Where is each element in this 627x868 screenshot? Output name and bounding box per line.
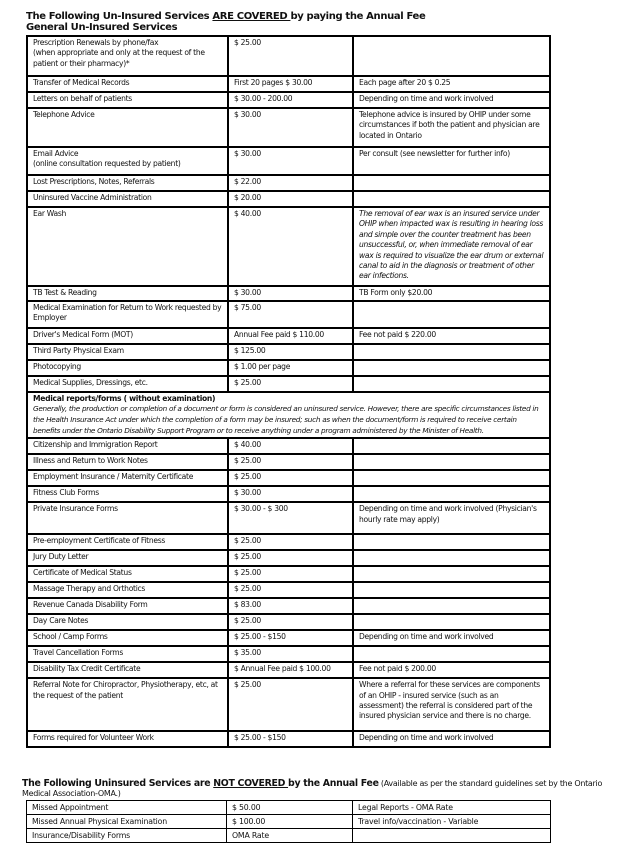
not-covered-heading-prefix: The Following Uninsured Services are bbox=[22, 778, 214, 789]
service-name-line: Referral Note for Chiropractor, Physiotherapy, etc, at the request of the patient bbox=[33, 680, 218, 700]
fee-amount-cell: $ 25.00 bbox=[228, 550, 353, 566]
fee-note-cell: TB Form only $20.00 bbox=[353, 286, 550, 301]
not-covered-heading bbox=[22, 779, 622, 799]
service-name-line: Certificate of Medical Status bbox=[33, 568, 132, 578]
service-name-cell bbox=[27, 598, 228, 614]
fee-note-cell bbox=[353, 360, 550, 376]
fee-note-cell bbox=[353, 376, 550, 392]
service-name-cell bbox=[27, 470, 228, 486]
service-name-cell bbox=[27, 360, 228, 376]
fee-row bbox=[27, 301, 550, 328]
not-covered-body bbox=[27, 801, 551, 843]
fee-row bbox=[27, 678, 550, 731]
fee-row bbox=[27, 815, 551, 829]
service-name-line: Private Insurance Forms bbox=[33, 504, 118, 514]
fee-amount-cell: $ 25.00 bbox=[228, 678, 353, 731]
fee-row bbox=[27, 731, 550, 747]
service-name-cell bbox=[27, 36, 228, 76]
service-name-cell bbox=[27, 108, 228, 147]
fee-amount-cell: $ 75.00 bbox=[228, 301, 353, 328]
fee-note-cell: Depending on time and work involved bbox=[353, 92, 550, 108]
service-name-line: Massage Therapy and Orthotics bbox=[33, 584, 146, 594]
service-name-line: Disability Tax Credit Certificate bbox=[33, 664, 141, 674]
forms-services-body bbox=[27, 438, 550, 747]
fee-note-cell bbox=[353, 301, 550, 328]
fee-row bbox=[27, 662, 550, 678]
service-name-cell: Insurance/Disability Forms bbox=[27, 829, 227, 843]
service-name-line: Lost Prescriptions, Notes, Referrals bbox=[33, 177, 155, 186]
service-name-line: Medical Examination for Return to Work requested by Employer bbox=[33, 303, 222, 323]
fee-note-cell bbox=[353, 191, 550, 207]
fee-row bbox=[27, 550, 550, 566]
fee-row bbox=[27, 147, 550, 175]
fee-row bbox=[27, 829, 551, 843]
service-name-cell bbox=[27, 566, 228, 582]
fee-note-cell: Depending on time and work involved bbox=[353, 630, 550, 646]
not-covered-services-table bbox=[26, 800, 551, 843]
fee-row bbox=[27, 801, 551, 815]
forms-section-description: Generally, the production or completion of a document or form is considered an uninsured service. However, there are specific circumstances listed in the Health Insurance Act under which the completion of a form may be insured; such as when the document/form is required to receive certain benefits under the Ontario Disability Support Program or to receive anything under a program administered by the Minister of Health. bbox=[33, 404, 539, 435]
fee-note-cell bbox=[353, 470, 550, 486]
fee-row bbox=[27, 344, 550, 360]
fee-row bbox=[27, 486, 550, 502]
service-name-line: Forms required for Volunteer Work bbox=[33, 733, 154, 743]
fee-note-cell: Depending on time and work involved bbox=[353, 731, 550, 747]
fee-amount-cell: $ 30.00 - $ 300 bbox=[228, 502, 353, 534]
fee-amount-cell: $ 30.00 bbox=[228, 147, 353, 175]
service-name-cell: Missed Annual Physical Examination bbox=[27, 815, 227, 829]
service-name-line: Ear Wash bbox=[33, 209, 67, 218]
service-name-line: Pre-employment Certificate of Fitness bbox=[33, 536, 166, 546]
service-name-line: TB Test & Reading bbox=[33, 288, 97, 297]
fee-note-cell: Where a referral for these services are components of an OHIP - insured service (such as an assessment) the referral is considered part of the insured physician service and there is no charge. bbox=[353, 678, 550, 731]
service-name-cell bbox=[27, 662, 228, 678]
fee-row bbox=[27, 376, 550, 392]
fee-row bbox=[27, 328, 550, 344]
not-covered-heading-emphasis: NOT COVERED bbox=[213, 778, 289, 789]
fee-amount-cell: $ 30.00 bbox=[228, 486, 353, 502]
fee-row bbox=[27, 360, 550, 376]
fee-note-cell bbox=[353, 344, 550, 360]
fee-note-cell bbox=[353, 534, 550, 550]
service-name-line: Travel Cancellation Forms bbox=[33, 648, 124, 658]
service-name-line: Transfer of Medical Records bbox=[33, 78, 130, 87]
fee-row bbox=[27, 76, 550, 92]
service-name-line: Employment Insurance / Maternity Certificate bbox=[33, 472, 194, 482]
fee-note-cell: Telephone advice is insured by OHIP under some circumstances if both the patient and physician are located in Ontario bbox=[353, 108, 550, 147]
service-name-line: Telephone Advice bbox=[33, 110, 95, 119]
fee-note-cell bbox=[353, 646, 550, 662]
fee-amount-cell: $ 25.00 - $150 bbox=[228, 731, 353, 747]
fee-amount-cell: $ 25.00 bbox=[228, 566, 353, 582]
fee-note-cell bbox=[353, 566, 550, 582]
fee-amount-cell: $ 25.00 bbox=[228, 376, 353, 392]
forms-section-row bbox=[27, 392, 550, 438]
fee-amount-cell: $ 25.00 bbox=[228, 534, 353, 550]
fee-row bbox=[27, 207, 550, 286]
fee-amount-cell: $ 35.00 bbox=[228, 646, 353, 662]
service-name-cell bbox=[27, 731, 228, 747]
fee-note-cell bbox=[353, 36, 550, 76]
service-name-cell bbox=[27, 175, 228, 191]
fee-row bbox=[27, 646, 550, 662]
fee-note-cell: Depending on time and work involved (Physician's hourly rate may apply) bbox=[353, 502, 550, 534]
fee-amount-cell: OMA Rate bbox=[227, 829, 353, 843]
covered-heading bbox=[26, 11, 425, 22]
fee-note-cell bbox=[353, 454, 550, 470]
fee-note-cell bbox=[353, 582, 550, 598]
fee-amount-cell: $ 1.00 per page bbox=[228, 360, 353, 376]
general-services-body bbox=[27, 36, 550, 392]
service-name-cell bbox=[27, 630, 228, 646]
covered-heading-emphasis: ARE COVERED bbox=[212, 11, 291, 22]
service-name-cell bbox=[27, 534, 228, 550]
fee-amount-cell: $ Annual Fee paid $ 100.00 bbox=[228, 662, 353, 678]
fee-amount-cell: $ 125.00 bbox=[228, 344, 353, 360]
service-name-cell bbox=[27, 376, 228, 392]
fee-amount-cell: Annual Fee paid $ 110.00 bbox=[228, 328, 353, 344]
fee-row bbox=[27, 614, 550, 630]
service-name-cell bbox=[27, 147, 228, 175]
service-name-line: Driver's Medical Form (MOT) bbox=[33, 330, 133, 339]
general-services-subheading: General Un-Insured Services bbox=[26, 22, 178, 33]
fee-amount-cell: $ 22.00 bbox=[228, 175, 353, 191]
service-name-line: Medical Supplies, Dressings, etc. bbox=[33, 378, 148, 387]
service-name-cell bbox=[27, 582, 228, 598]
covered-heading-suffix: by paying the Annual Fee bbox=[290, 11, 426, 22]
service-name-cell bbox=[27, 328, 228, 344]
fee-note-cell: Per consult (see newsletter for further info) bbox=[353, 147, 550, 175]
fee-note-cell bbox=[353, 175, 550, 191]
service-name-cell bbox=[27, 286, 228, 301]
service-name-cell bbox=[27, 301, 228, 328]
fee-note-cell: Fee not paid $ 200.00 bbox=[353, 662, 550, 678]
covered-heading-prefix: The Following Un-Insured Services bbox=[26, 11, 213, 22]
fee-note-cell: Fee not paid $ 220.00 bbox=[353, 328, 550, 344]
fee-note-cell: Each page after 20 $ 0.25 bbox=[353, 76, 550, 92]
service-name-cell bbox=[27, 486, 228, 502]
service-name-cell bbox=[27, 76, 228, 92]
not-covered-heading-note: (Available as per the standard guidelines set by the Ontario Medical Association-OMA.) bbox=[22, 779, 603, 798]
service-name-line: Illness and Return to Work Notes bbox=[33, 456, 148, 466]
fee-note-cell: The removal of ear wax is an insured service under OHIP when impacted wax is resulting in hearing loss and simple over the counter treatment has been unsuccessful, or, when immediate removal of ear wax is required to visualize the ear drum or external canal to aid in the diagnosis or treatment of other ear infections. bbox=[353, 207, 550, 286]
service-name-cell bbox=[27, 92, 228, 108]
fee-row bbox=[27, 598, 550, 614]
service-name-cell bbox=[27, 614, 228, 630]
service-name-line: Uninsured Vaccine Administration bbox=[33, 193, 152, 202]
fee-row bbox=[27, 175, 550, 191]
fee-row bbox=[27, 454, 550, 470]
service-name-cell: Missed Appointment bbox=[27, 801, 227, 815]
fee-amount-cell: $ 25.00 bbox=[228, 36, 353, 76]
service-name-cell bbox=[27, 502, 228, 534]
fee-amount-cell: $ 25.00 - $150 bbox=[228, 630, 353, 646]
fee-amount-cell: $ 40.00 bbox=[228, 207, 353, 286]
service-name-cell bbox=[27, 646, 228, 662]
fee-amount-cell: $ 30.00 bbox=[228, 108, 353, 147]
service-name-cell bbox=[27, 550, 228, 566]
fee-row bbox=[27, 438, 550, 454]
fee-row bbox=[27, 502, 550, 534]
fee-amount-cell: $ 83.00 bbox=[228, 598, 353, 614]
forms-section-body bbox=[27, 392, 550, 438]
covered-services-table bbox=[26, 35, 551, 748]
service-name-line: Revenue Canada Disability Form bbox=[33, 600, 148, 610]
service-name-cell bbox=[27, 191, 228, 207]
service-name-line: Fitness Club Forms bbox=[33, 488, 99, 498]
fee-row bbox=[27, 582, 550, 598]
fee-row bbox=[27, 630, 550, 646]
service-name-line: Photocopying bbox=[33, 362, 81, 371]
fee-amount-cell: $ 100.00 bbox=[227, 815, 353, 829]
fee-row bbox=[27, 286, 550, 301]
fee-row bbox=[27, 191, 550, 207]
not-covered-heading-suffix: by the Annual Fee bbox=[288, 778, 379, 789]
fee-note-cell bbox=[353, 486, 550, 502]
service-name-line: (online consultation requested by patient) bbox=[33, 159, 181, 169]
service-name-line: Jury Duty Letter bbox=[33, 552, 89, 562]
fee-amount-cell: $ 20.00 bbox=[228, 191, 353, 207]
fee-note-cell: Legal Reports - OMA Rate bbox=[353, 801, 551, 815]
fee-row bbox=[27, 36, 550, 76]
fee-amount-cell: $ 25.00 bbox=[228, 614, 353, 630]
service-name-line: Third Party Physical Exam bbox=[33, 346, 124, 355]
service-name-cell bbox=[27, 344, 228, 360]
service-name-cell bbox=[27, 438, 228, 454]
fee-note-cell bbox=[353, 598, 550, 614]
fee-row bbox=[27, 92, 550, 108]
forms-section-cell bbox=[27, 392, 550, 438]
fee-note-cell bbox=[353, 614, 550, 630]
forms-section-title: Medical reports/forms ( without examination) bbox=[33, 394, 216, 403]
fee-note-cell bbox=[353, 829, 551, 843]
fee-amount-cell: $ 25.00 bbox=[228, 582, 353, 598]
service-name-line: Citizenship and Immigration Report bbox=[33, 440, 158, 450]
fee-row bbox=[27, 534, 550, 550]
service-name-cell bbox=[27, 454, 228, 470]
fee-amount-cell: First 20 pages $ 30.00 bbox=[228, 76, 353, 92]
service-name-line: Letters on behalf of patients bbox=[33, 94, 132, 103]
service-name-line: Email Advice bbox=[33, 149, 79, 158]
service-name-line: School / Camp Forms bbox=[33, 632, 108, 642]
fee-amount-cell: $ 25.00 bbox=[228, 454, 353, 470]
fee-note-cell: Travel info/vaccination - Variable bbox=[353, 815, 551, 829]
fee-row bbox=[27, 108, 550, 147]
fee-amount-cell: $ 30.00 bbox=[228, 286, 353, 301]
fee-amount-cell: $ 30.00 - 200.00 bbox=[228, 92, 353, 108]
fee-amount-cell: $ 50.00 bbox=[227, 801, 353, 815]
service-name-cell bbox=[27, 207, 228, 286]
service-name-line: Prescription Renewals by phone/fax bbox=[33, 38, 159, 47]
fee-note-cell bbox=[353, 550, 550, 566]
fee-row bbox=[27, 566, 550, 582]
service-name-line: Day Care Notes bbox=[33, 616, 89, 626]
service-name-cell bbox=[27, 678, 228, 731]
service-name-line: (when appropriate and only at the request of the patient or their pharmacy)* bbox=[33, 48, 205, 68]
fee-note-cell bbox=[353, 438, 550, 454]
fee-amount-cell: $ 40.00 bbox=[228, 438, 353, 454]
fee-row bbox=[27, 470, 550, 486]
fee-amount-cell: $ 25.00 bbox=[228, 470, 353, 486]
